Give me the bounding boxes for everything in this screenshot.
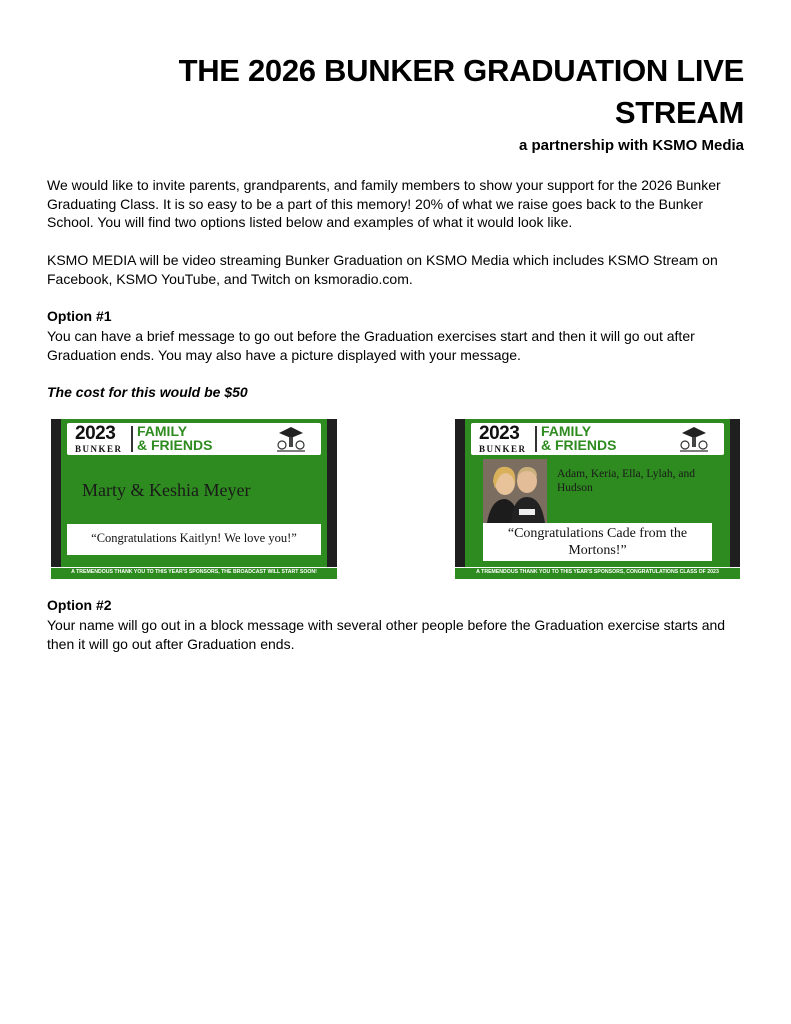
example-banner-2	[455, 419, 740, 579]
banner-year: 2023	[479, 423, 520, 444]
graduation-crest-icon	[273, 425, 309, 453]
banner-footer	[455, 567, 740, 579]
option2-heading: Option #2	[47, 597, 112, 613]
banner-green-panel	[465, 419, 730, 567]
banner-footer-line	[455, 577, 740, 579]
option2-text: Your name will go out in a block message with several other people before the Graduation exercise starts and then it will go out after Graduation ends.	[47, 617, 726, 652]
family-photo	[483, 459, 547, 523]
option1-cost: The cost for this would be $50	[47, 384, 248, 400]
intro-paragraph: We would like to invite parents, grandparents, and family members to show your support for the 2026 Bunker Graduating Class. It is so easy to be a part of this memory! 20% of what we raise goes back to the Bunker School. You will find two options listed below and examples of what it would look like.	[47, 177, 721, 230]
example-banner-1	[51, 419, 337, 579]
banner-header	[67, 423, 321, 455]
banner-title-line2: & FRIENDS	[541, 437, 617, 453]
banner-footer-text: A TREMENDOUS THANK YOU TO THIS YEAR'S SPONSORS, CONGRATULATIONS CLASS OF 2023	[455, 568, 740, 577]
graduation-crest-icon	[676, 425, 712, 453]
banner-message-box	[67, 524, 321, 555]
banner-title	[541, 424, 616, 452]
page-subtitle: a partnership with KSMO Media	[518, 137, 744, 154]
banner-footer-text: A TREMENDOUS THANK YOU TO THIS YEAR'S SPONSORS, THE BROADCAST WILL START SOON!	[51, 568, 337, 577]
banner-green-panel	[61, 419, 327, 567]
banner-header	[471, 423, 724, 455]
banner-footer-line	[51, 577, 337, 579]
banner-school: BUNKER	[75, 444, 123, 454]
banner-footer	[51, 567, 337, 579]
banner-message-box	[483, 523, 712, 561]
banner-title-line2: & FRIENDS	[137, 437, 213, 453]
streaming-paragraph: KSMO MEDIA will be video streaming Bunker Graduation on KSMO Media which includes KSMO Stream on Facebook, KSMO YouTube, and Twitch on ksmoradio.com.	[47, 252, 718, 287]
banner-title	[137, 424, 212, 452]
couple-photo-image	[483, 459, 547, 523]
page-title: THE 2026 BUNKER GRADUATION LIVE STREAM	[178, 53, 744, 130]
banner-title-line1: FAMILY	[541, 423, 592, 439]
banner-names: Adam, Keria, Ella, Lylah, and Hudson	[557, 468, 695, 494]
banner-year: 2023	[75, 423, 116, 444]
option1-heading: Option #1	[47, 308, 112, 324]
banner-divider	[535, 426, 537, 452]
banner-divider	[131, 426, 133, 452]
option1-text: You can have a brief message to go out before the Graduation exercises start and then it will go out after Graduation ends. You may also have a picture displayed with your message.	[47, 328, 695, 363]
banner-names: Marty & Keshia Meyer	[82, 480, 251, 500]
banner-message: “Congratulations Cade from the Mortons!”	[507, 526, 688, 558]
banner-school: BUNKER	[479, 444, 527, 454]
banner-title-line1: FAMILY	[137, 423, 188, 439]
banner-message: “Congratulations Kaitlyn! We love you!”	[91, 531, 297, 545]
